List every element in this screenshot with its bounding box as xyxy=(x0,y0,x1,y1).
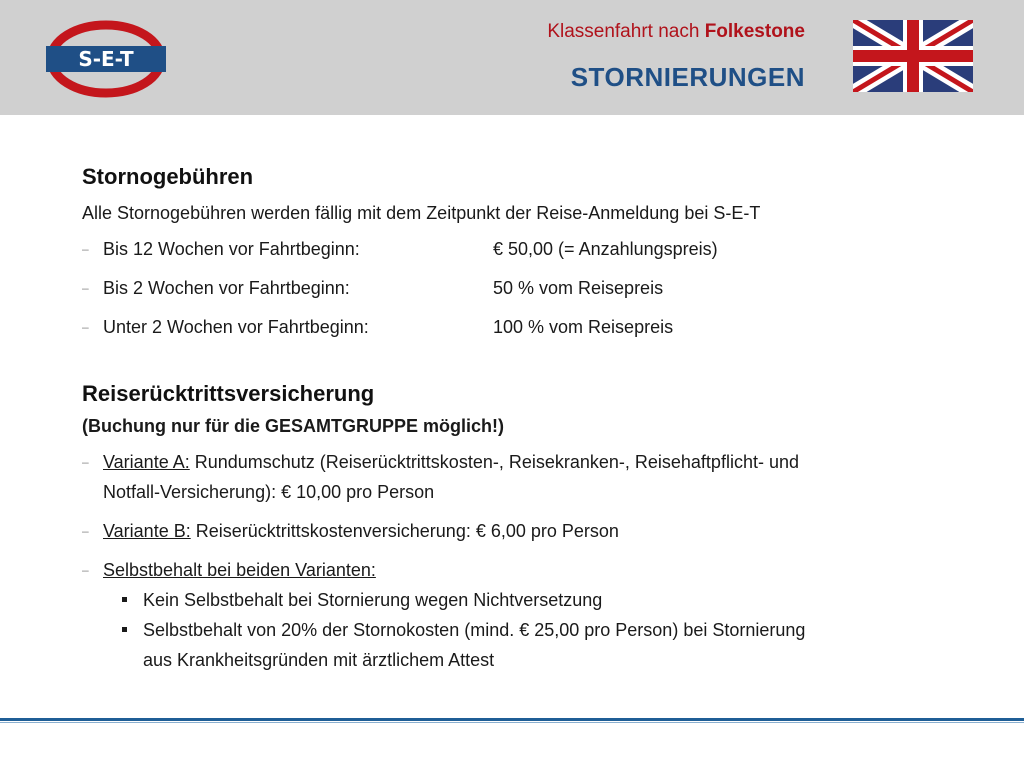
variant-a-text-cont: Notfall-Versicherung): € 10,00 pro Person xyxy=(103,482,435,502)
storno-item xyxy=(82,273,962,303)
header-bar xyxy=(0,0,1024,115)
storno-item-label: Unter 2 Wochen vor Fahrtbeginn: xyxy=(103,317,369,337)
page-title: STORNIERUNGEN xyxy=(570,62,805,92)
storno-item xyxy=(82,234,962,264)
storno-heading: Stornogebühren xyxy=(82,164,254,189)
logo-text: S-E-T xyxy=(78,47,134,71)
insurance-heading: Reiserücktrittsversicherung xyxy=(82,381,375,406)
content-area xyxy=(82,160,962,675)
header-subtitle xyxy=(547,21,805,43)
storno-item-value: € 50,00 (= Anzahlungspreis) xyxy=(493,239,718,259)
subtitle-place: Folkestone xyxy=(704,21,805,42)
union-jack-flag-icon xyxy=(853,20,973,92)
dash-bullet-icon: – xyxy=(82,320,89,334)
dash-bullet-icon: – xyxy=(82,455,89,469)
storno-item-label: Bis 2 Wochen vor Fahrtbeginn: xyxy=(103,278,350,298)
deductible-item: Kein Selbstbehalt bei Stornierung wegen Nichtversetzung xyxy=(82,585,962,615)
variant-a-label: Variante A: xyxy=(103,452,190,472)
deductible-item: Selbstbehalt von 20% der Stornokosten (mind. € 25,00 pro Person) bei Stornierung aus Krankheitsgründen mit ärztlichem Attest xyxy=(82,615,962,675)
footer-divider-light xyxy=(0,722,1024,723)
storno-item xyxy=(82,312,962,342)
dash-bullet-icon: – xyxy=(82,524,89,538)
variant-b-text: Reiserücktrittskostenversicherung: € 6,00 pro Person xyxy=(190,521,619,541)
dash-bullet-icon: – xyxy=(82,281,89,295)
storno-item-value: 100 % vom Reisepreis xyxy=(493,317,674,337)
deductible-item-cont: aus Krankheitsgründen mit ärztlichem Attest xyxy=(143,650,495,670)
deductible xyxy=(82,555,962,585)
variant-a xyxy=(82,447,962,507)
variant-b-label: Variante B: xyxy=(103,521,191,541)
footer-divider xyxy=(0,718,1024,721)
square-bullet-icon xyxy=(122,627,127,632)
storno-item-value: 50 % vom Reisepreis xyxy=(493,278,664,298)
storno-intro: Alle Stornogebühren werden fällig mit dem Zeitpunkt der Reise-Anmeldung bei S-E-T xyxy=(82,203,761,223)
variant-b xyxy=(82,516,962,546)
deductible-label: Selbstbehalt bei beiden Varianten: xyxy=(103,560,376,580)
set-logo xyxy=(44,20,168,98)
variant-a-text: Rundumschutz (Reiserücktrittskosten-, Reisekranken-, Reisehaftpflicht- und xyxy=(189,452,799,472)
dash-bullet-icon: – xyxy=(82,242,89,256)
square-bullet-icon xyxy=(122,597,127,602)
dash-bullet-icon: – xyxy=(82,563,89,577)
insurance-note: (Buchung nur für die GESAMTGRUPPE möglich!) xyxy=(82,416,504,436)
subtitle-prefix: Klassenfahrt nach xyxy=(547,21,700,42)
storno-item-label: Bis 12 Wochen vor Fahrtbeginn: xyxy=(103,239,360,259)
